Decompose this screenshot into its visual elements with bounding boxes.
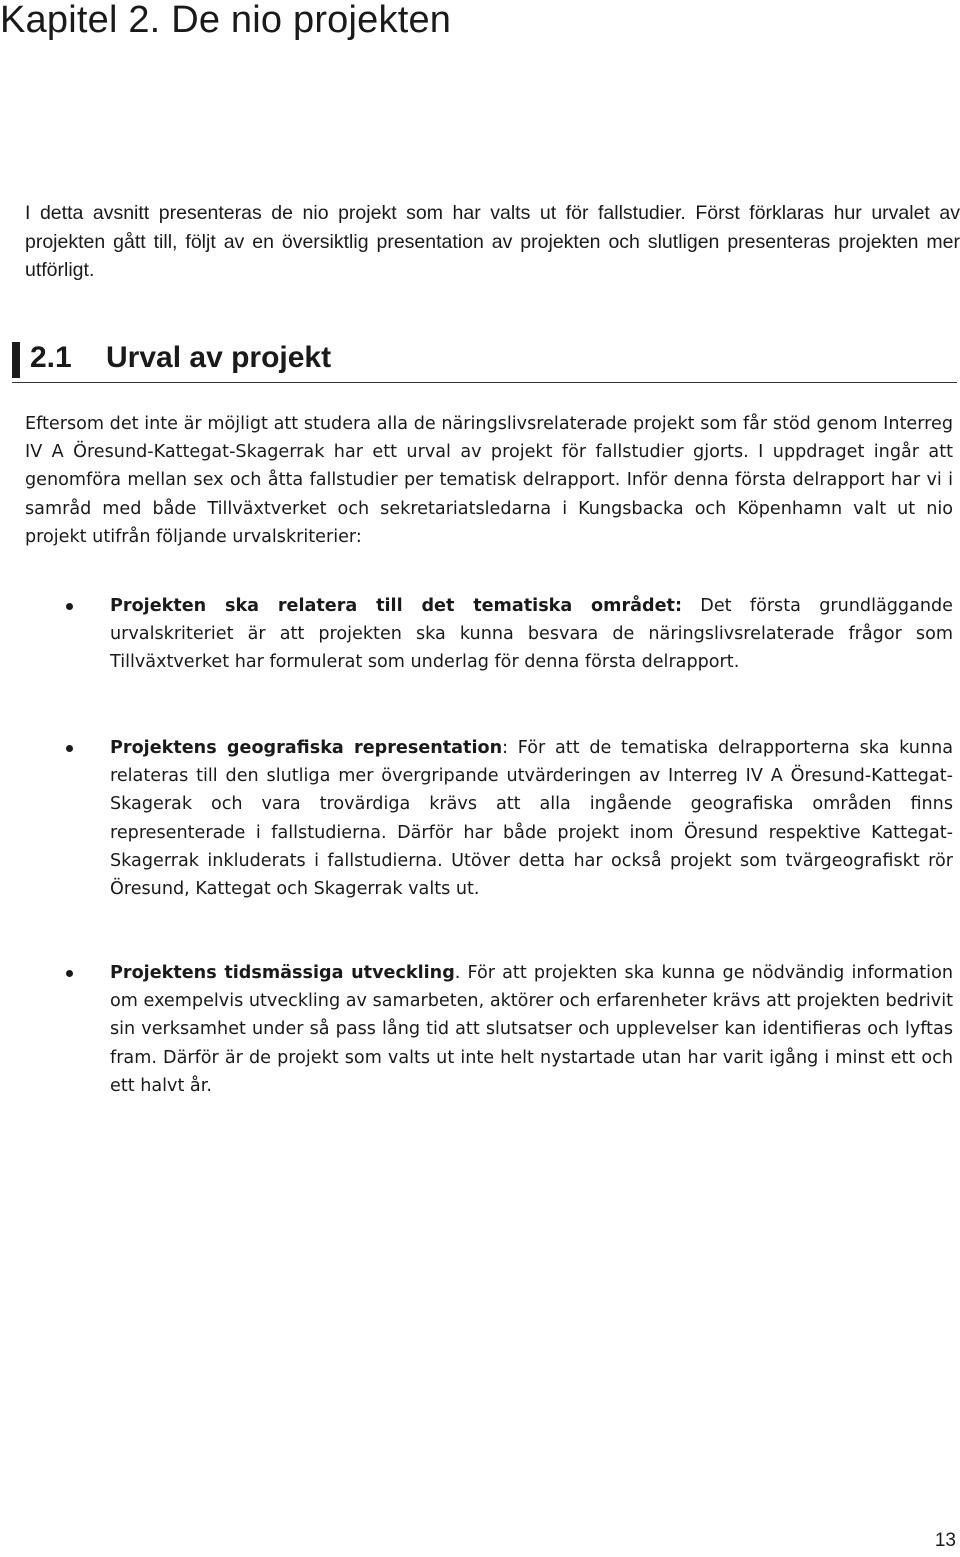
page-number: 13	[934, 1530, 956, 1551]
bullet-icon	[66, 970, 73, 977]
list-item-text	[110, 959, 953, 1100]
intro-paragraph: I detta avsnitt presenteras de nio projekt som har valts ut för fallstudier. Först förklaras hur urvalet av projekten gått till, följt av en översiktlig presentation av projekten och slutligen presenteras projekten mer utförligt.	[25, 202, 960, 281]
list-item-body: Det första grundläggande urvalskriteriet är att projekten ska kunna besvara de näringslivsrelaterade frågor som Tillväxtverket har formulerat som underlag för denna första delrapport.	[110, 596, 953, 673]
list-item-lead: Projektens geografiska representation	[110, 738, 503, 758]
section-heading-bar	[12, 342, 20, 378]
list-item-lead: Projektens tidsmässiga utveckling	[110, 963, 455, 983]
list-item-text	[110, 734, 953, 903]
chapter-title: Kapitel 2. De nio projekten	[0, 0, 452, 41]
section-number: 2.1	[30, 341, 72, 374]
list-item-body: : För att de tematiska delrapporterna ska kunna relateras till den slutliga mer övergripande utvärderingen av Interreg IV A Öresund-Kattegat-Skagerak och vara trovärdiga krävs att alla ingående geografiska områden finns representerade i fallstudierna. Därför har både projekt inom Öresund respektive Kattegat-Skagerrak inkluderats i fallstudierna. Utöver detta har också projekt som tvärgeografiskt rör Öresund, Kattegat och Skagerrak valts ut.	[110, 738, 954, 900]
bullet-icon	[66, 603, 73, 610]
list-item-body: . För att projekten ska kunna ge nödvändig information om exempelvis utveckling av samarbeten, aktörer och erfarenheter krävs att projekten bedrivit sin verksamhet under så pass lång tid att slutsatser och upplevelser kan identifieras och lyftas fram. Därför är de projekt som valts ut inte helt nystartade utan har varit igång i minst ett och ett halvt år.	[110, 963, 953, 1096]
list-item-text	[110, 592, 953, 677]
list-item-lead: Projekten ska relatera till det tematiska området:	[110, 596, 683, 616]
section-title: Urval av projekt	[106, 341, 332, 374]
bullet-icon	[66, 745, 73, 752]
section-body-paragraph: Eftersom det inte är möjligt att studera alla de näringslivsrelaterade projekt som får stöd genom Interreg IV A Öresund-Kattegat-Skagerrak har ett urval av projekt för fallstudier gjorts. I uppdraget ingår att genomföra mellan sex och åtta fallstudier per tematisk delrapport. Inför denna första delrapport har vi i samråd med både Tillväxtverket och sekretariatsledarna i Kungsbacka och Köpenhamn valt ut nio projekt utifrån följande urvalskriterier:	[25, 414, 953, 547]
section-heading	[12, 338, 957, 383]
